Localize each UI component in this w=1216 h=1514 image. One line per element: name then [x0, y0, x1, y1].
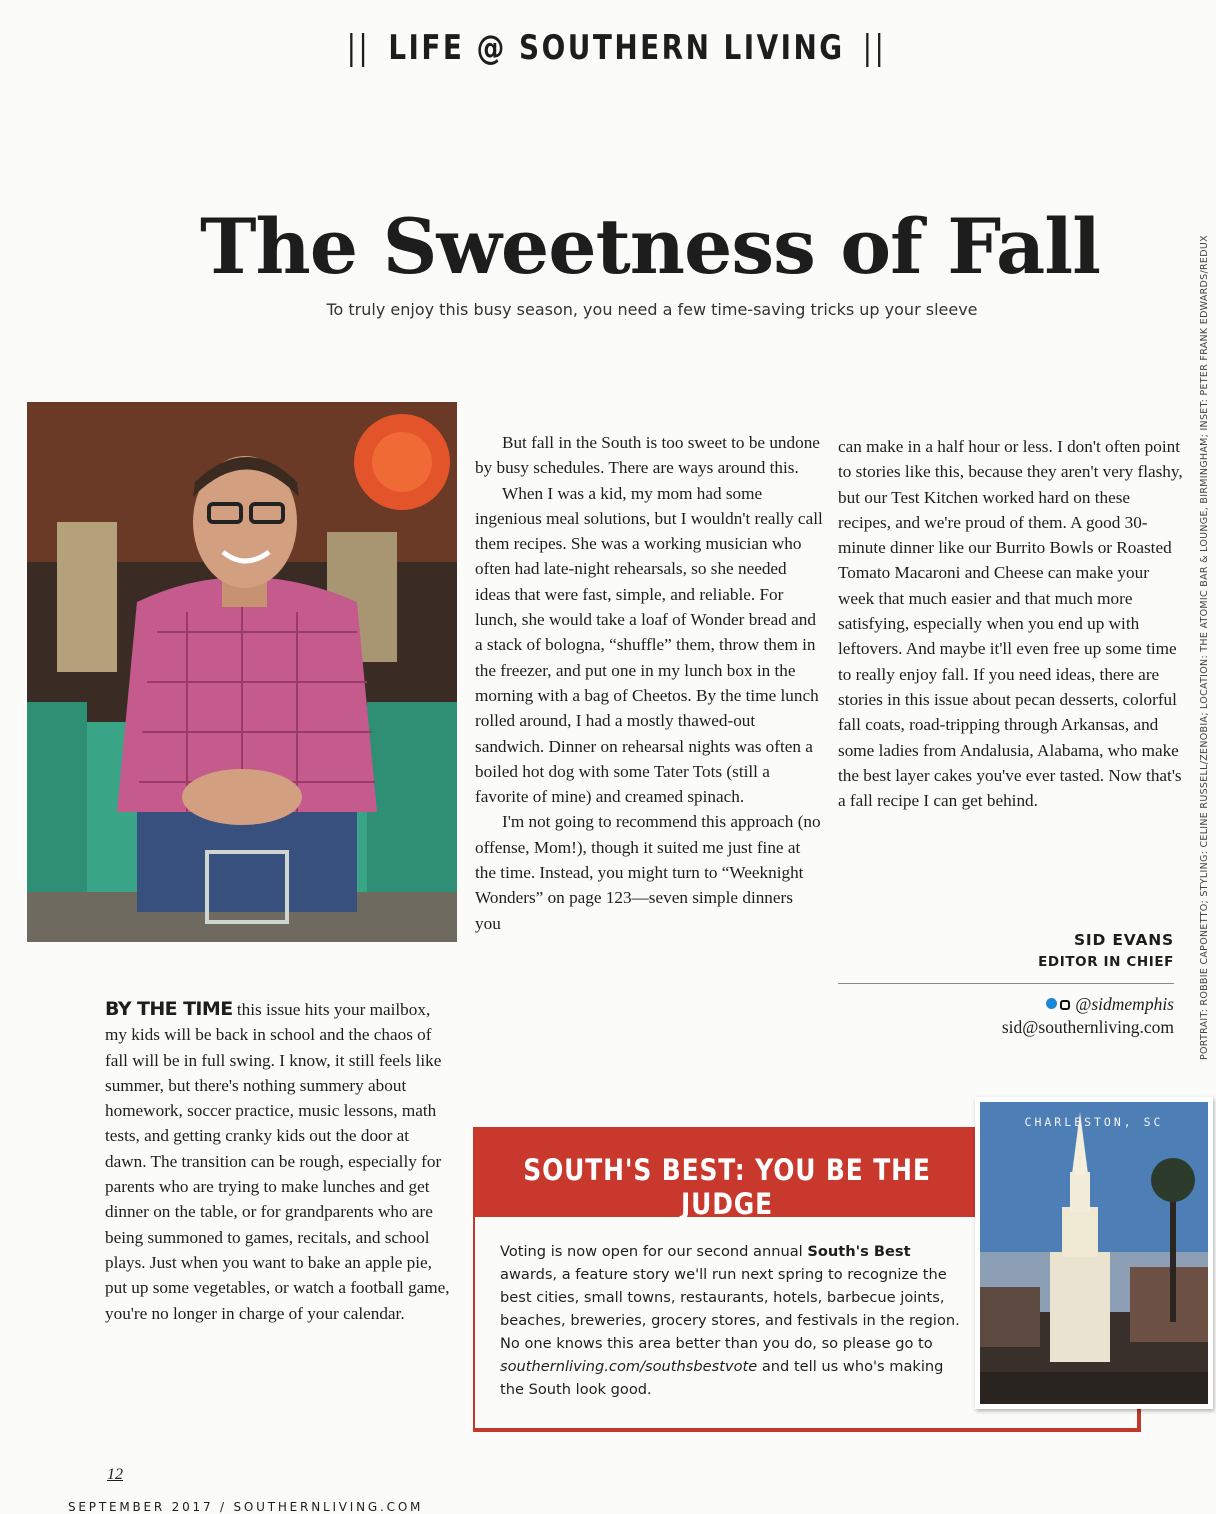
twitter-icon[interactable] — [1046, 998, 1057, 1009]
editor-name: SID EVANS — [1073, 931, 1174, 949]
header-bar-left: || — [346, 28, 371, 68]
article-paragraph-1 — [105, 997, 450, 1326]
souths-best-text-part-3: and tell us who's making the South look good. — [500, 1358, 944, 1398]
article-column-2 — [475, 430, 823, 936]
column-1-text: this issue hits your mailbox, my kids will be back in school and the chaos of fall will be in full swing. I know, it still feels like summer, but there's nothing summery about homework, soccer practice, music lessons, math tests, and getting cranky kids out the door at dawn. The transition can be rough, especially for parents who are trying to make lunches and get dinner on the table, or for grandparents who are being summoned to games, recitals, and school plays. Just when you want to bake an apple pie, put up some vegetables, or watch a football game, you're no longer in charge of your calendar. — [105, 1000, 450, 1323]
article-paragraph-5: can make in a half hour or less. I don't often point to stories like this, because they aren't very flashy, but our Test Kitchen worked hard on these recipes, and we're proud of them. A good 30-minute dinner like our Burrito Bowls or Roasted Tomato Macaroni and Cheese can make your week that much easier and that much more satisfying, especially when you end up with leftovers. And maybe it'll even free up some time to really enjoy fall. If you need ideas, there are stories in this issue about pecan desserts, colorful fall coats, road-tripping through Arkansas, and some ladies from Andalusia, Alabama, who make the best layer cakes you've ever tasted. Now that's a fall recipe I can get behind. — [838, 437, 1183, 811]
charleston-postcard-image — [975, 1097, 1213, 1409]
postcard-illustration — [980, 1102, 1208, 1404]
social-handle[interactable]: @sidmemphis — [1075, 994, 1174, 1014]
lead-in: BY THE TIME — [105, 998, 233, 1020]
souths-best-text — [500, 1240, 960, 1401]
instagram-icon[interactable] — [1060, 1000, 1070, 1010]
section-header — [118, 28, 1115, 68]
article-headline: The Sweetness of Fall — [199, 202, 1101, 291]
souths-best-text-part-2: awards, a feature story we'll run next spring to recognize the best cities, small towns, restaurants, hotels, barbecue joints, beaches, breweries, grocery stores, and festivals in the region. No one knows this area better than you do, so please go to — [500, 1266, 960, 1352]
section-title: LIFE @ SOUTHERN LIVING — [388, 28, 845, 68]
article-paragraph-4: I'm not going to recommend this approach (no offense, Mom!), though it suited me just fine at the time. Instead, you might turn to “Weeknight Wonders” on page 123—seven simple dinners you — [475, 812, 821, 933]
issue-footer: SEPTEMBER 2017 / SOUTHERNLIVING.COM — [68, 1500, 424, 1514]
signature-divider — [838, 983, 1174, 984]
souths-best-title: SOUTH'S BEST: YOU BE THE JUDGE — [523, 1153, 931, 1221]
editor-email[interactable]: sid@southernliving.com — [1001, 1017, 1174, 1037]
portrait-illustration — [27, 402, 457, 942]
photo-credit: PORTRAIT: ROBBIE CAPONETTO; STYLING: CELINE RUSSELL/ZENOBIA; LOCATION: THE ATOMIC BAR & LOUNGE, BIRMINGHAM; INSET: PETER FRANK EDWARDS/REDUX — [1199, 235, 1210, 1060]
postcard-label: CHARLESTON, SC — [1024, 1115, 1164, 1129]
souths-best-url[interactable]: southernliving.com/southsbestvote — [500, 1358, 758, 1375]
social-handle-line — [838, 994, 1174, 1015]
editor-title: EDITOR IN CHIEF — [1038, 954, 1174, 970]
souths-best-bold: South's Best — [807, 1243, 911, 1260]
article-paragraph-2: But fall in the South is too sweet to be undone by busy schedules. There are ways around this. — [475, 433, 820, 478]
article-paragraph-3: When I was a kid, my mom had some ingenious meal solutions, but I wouldn't really call them recipes. She was a working musician who often had late-night rehearsals, so she needed ideas that were fast, simple, and reliable. For lunch, she would take a loaf of Wonder bread and a stack of bologna, “shuffle” them, throw them in the freezer, and put one in my lunch box in the morning with a bag of Cheetos. By the time lunch rolled around, I had a mostly thawed-out sandwich. Dinner on rehearsal nights was often a boiled hot dog with some Tater Tots (still a favorite of mine) and creamed spinach. — [475, 483, 823, 807]
souths-best-text-part-1: Voting is now open for our second annual — [500, 1243, 808, 1260]
article-column-3 — [838, 434, 1183, 813]
article-deck: To truly enjoy this busy season, you need a few time-saving tricks up your sleeve — [326, 300, 978, 319]
header-bar-right: || — [862, 28, 887, 68]
page-number: 12 — [107, 1466, 123, 1483]
editor-portrait-photo — [27, 402, 457, 942]
article-column-1 — [105, 997, 450, 1326]
